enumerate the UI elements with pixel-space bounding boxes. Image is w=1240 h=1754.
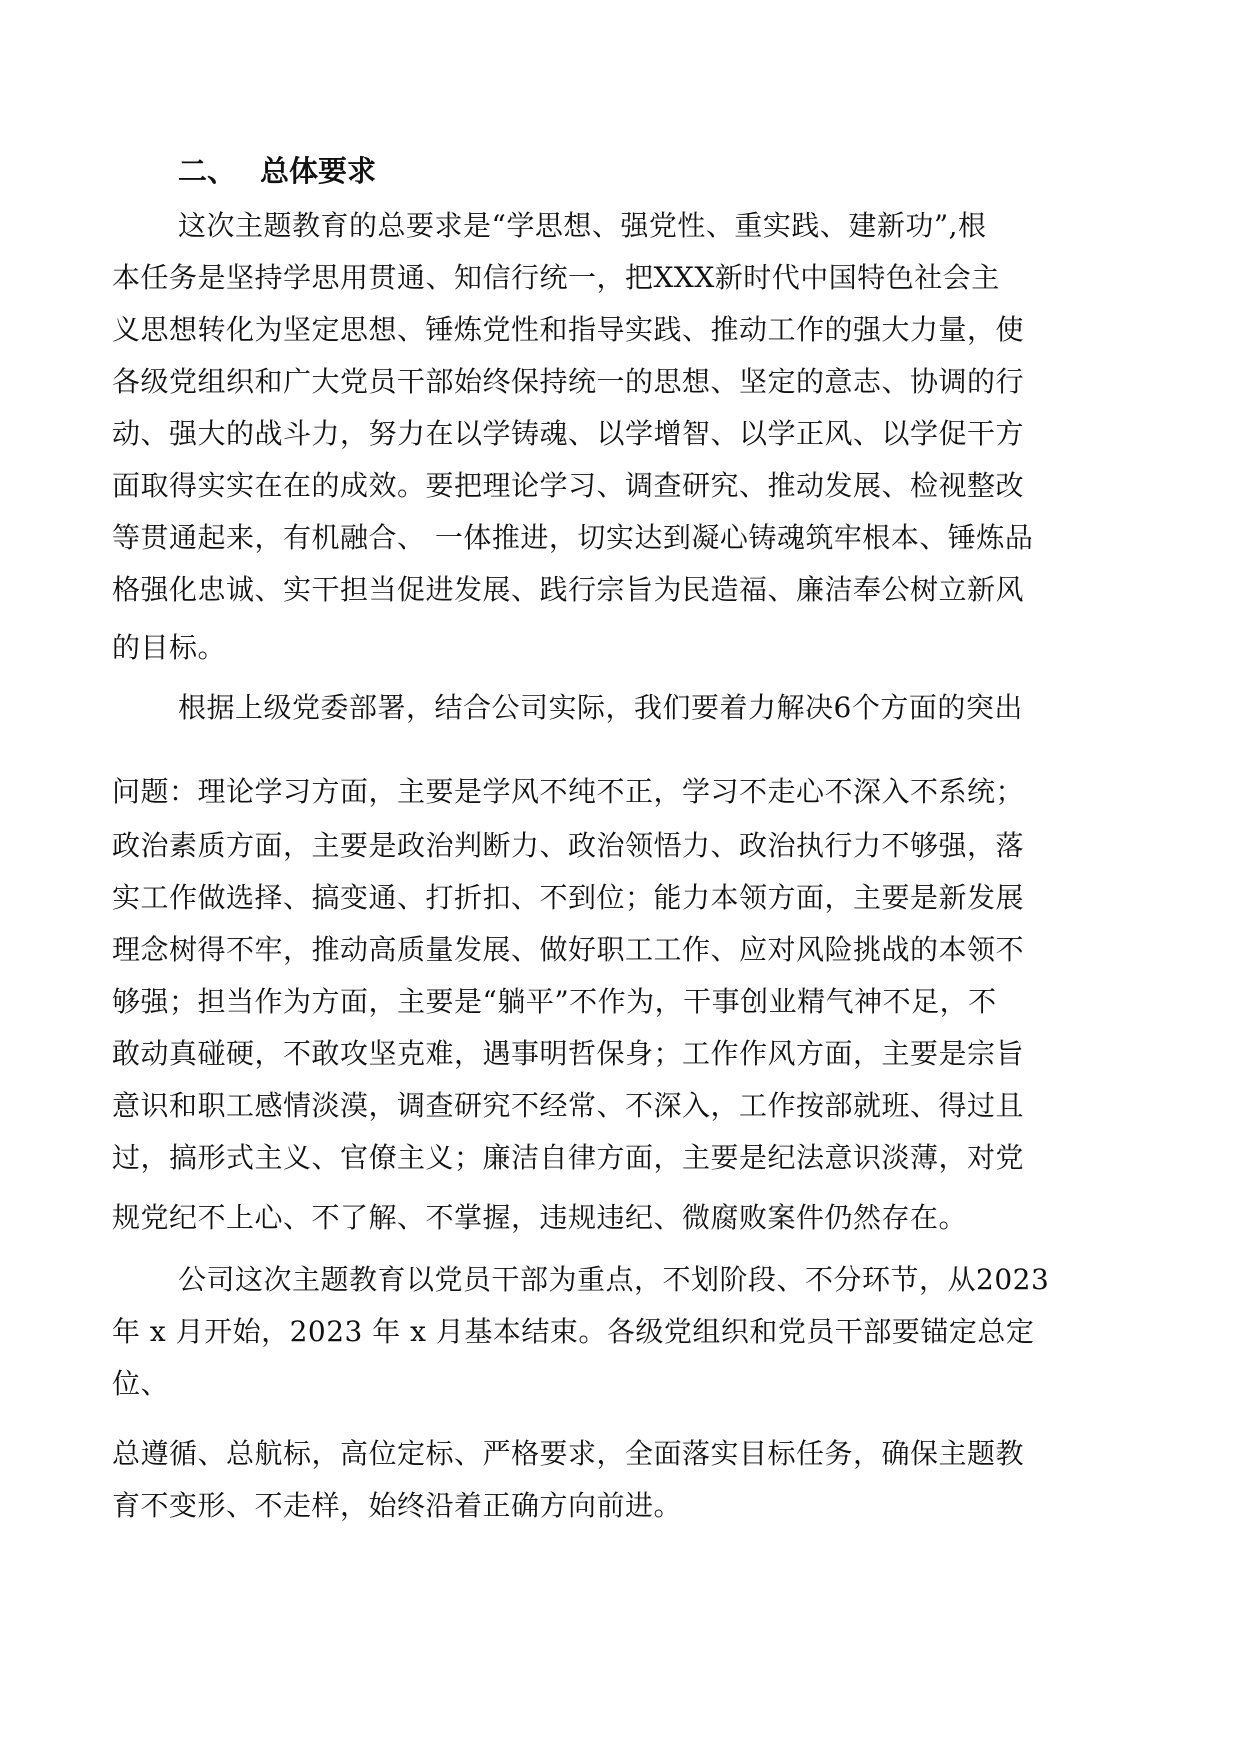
paragraph-1-line-8: 格强化忠诚、实干担当促进发展、践行宗旨为民造福、廉洁奉公树立新风 (112, 573, 1025, 606)
paragraph-2-line-7: 敢动真碰硬，不敢攻坚克难，遇事明哲保身；工作作风方面，主要是宗旨 (112, 1037, 1025, 1070)
paragraph-2-line-6: 够强；担当作为方面，主要是“躺平”不作为，干事创业精气神不足，不 (112, 985, 997, 1018)
paragraph-1-line-9: 的目标。 (112, 631, 227, 664)
paragraph-1-line-6: 面取得实实在在的成效。要把理论学习、调查研究、推动发展、检视整改 (112, 469, 1025, 502)
paragraph-3-line-1: 公司这次主题教育以党员干部为重点，不划阶段、不分环节，从2023 (178, 1263, 1050, 1296)
paragraph-2-line-3: 政治素质方面，主要是政治判断力、政治领悟力、政治执行力不够强，落 (112, 829, 1025, 862)
paragraph-1-line-3: 义思想转化为坚定思想、锤炼党性和指导实践、推动工作的强大力量，使 (112, 313, 1025, 346)
paragraph-2-line-8: 意识和职工感情淡漠，调查研究不经常、不深入，工作按部就班、得过且 (112, 1089, 1025, 1122)
paragraph-3-line-3: 位、 (112, 1367, 170, 1400)
paragraph-1-line-5: 动、强大的战斗力，努力在以学铸魂、以学增智、以学正风、以学促干方 (112, 417, 1025, 450)
paragraph-3-line-4: 总遵循、总航标，高位定标、严格要求，全面落实目标任务，确保主题教 (112, 1437, 1025, 1470)
paragraph-3-line-2: 年 x 月开始，2023 年 x 月基本结束。各级党组织和党员干部要锚定总定 (112, 1315, 1035, 1348)
section-heading (178, 152, 376, 190)
paragraph-3-line-5: 育不变形、不走样，始终沿着正确方向前进。 (112, 1489, 683, 1522)
paragraph-2-line-9: 过，搞形式主义、官僚主义；廉洁自律方面，主要是纪法意识淡薄，对党 (112, 1141, 1025, 1174)
paragraph-2-line-5: 理念树得不牢，推动高质量发展、做好职工工作、应对风险挑战的本领不 (112, 933, 1025, 966)
paragraph-1-line-1: 这次主题教育的总要求是“学思想、强党性、重实践、建新功”,根 (178, 209, 987, 242)
paragraph-2-line-2: 问题：理论学习方面，主要是学风不纯不正，学习不走心不深入不系统； (112, 775, 1025, 808)
paragraph-1-line-2: 本任务是坚持学思用贯通、知信行统一，把XXX新时代中国特色社会主 (112, 261, 1000, 294)
section-title: 总体要求 (260, 154, 377, 188)
paragraph-2-line-10: 规党纪不上心、不了解、不掌握，违规违纪、微腐败案件仍然存在。 (112, 1201, 968, 1234)
paragraph-2-line-1: 根据上级党委部署，结合公司实际，我们要着力解决6个方面的突出 (178, 691, 1023, 724)
paragraph-1-line-7: 等贯通起来，有机融合、 一体推进，切实达到凝心铸魂筑牢根本、锤炼品 (112, 521, 1034, 554)
paragraph-1-line-4: 各级党组织和广大党员干部始终保持统一的思想、坚定的意志、协调的行 (112, 365, 1025, 398)
section-number: 二、 (178, 154, 237, 188)
paragraph-2-line-4: 实工作做选择、搞变通、打折扣、不到位；能力本领方面，主要是新发展 (112, 881, 1025, 914)
